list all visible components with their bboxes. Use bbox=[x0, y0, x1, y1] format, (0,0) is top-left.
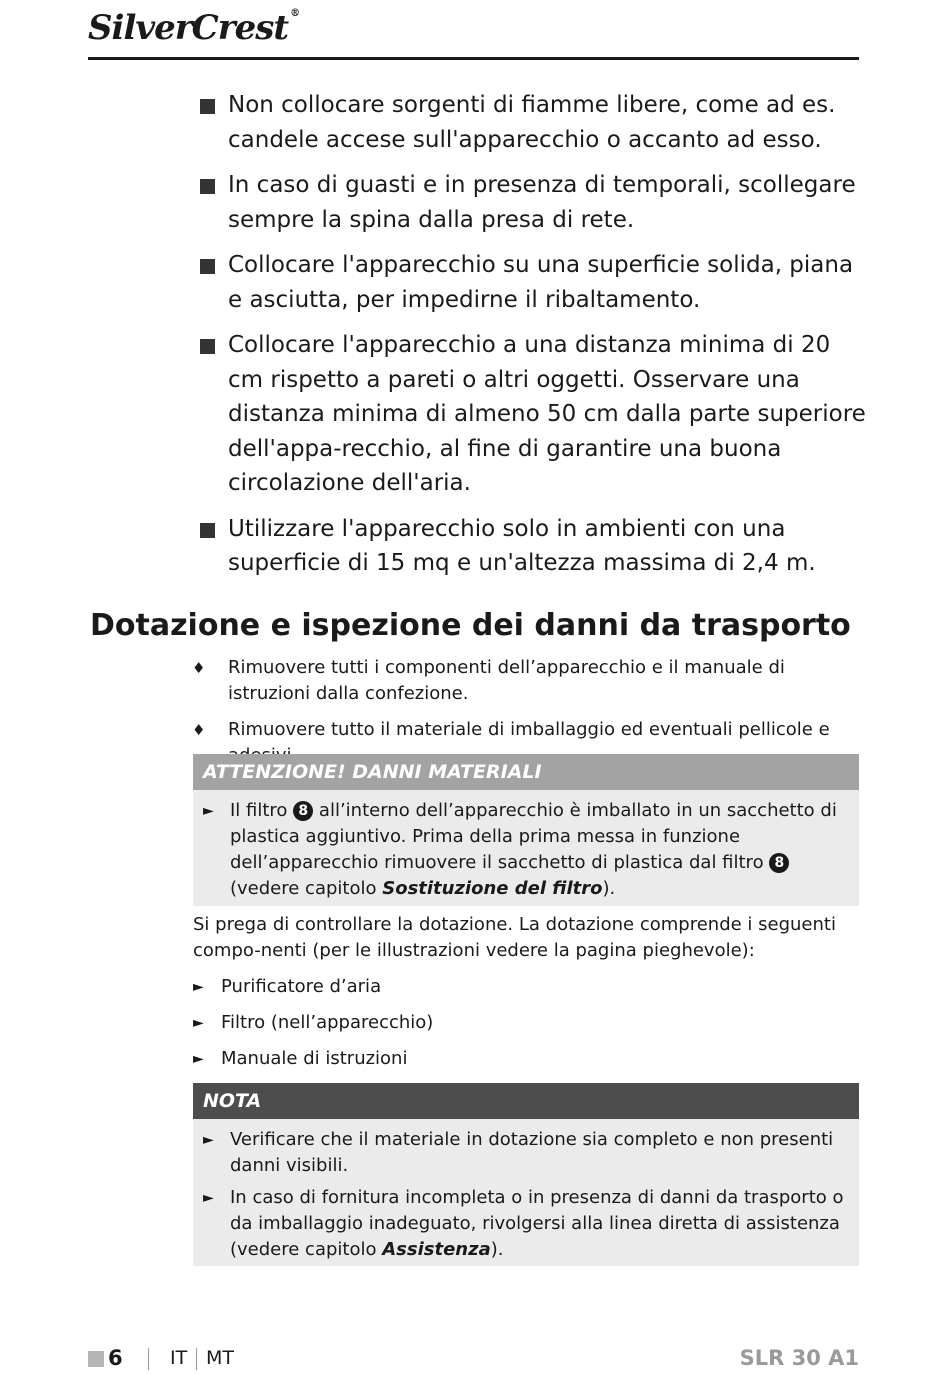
square-bullet-icon bbox=[200, 179, 215, 194]
arrow-bullet-icon: ► bbox=[193, 979, 204, 995]
list-item: ► Filtro (nell’apparecchio) bbox=[193, 1010, 859, 1036]
contents-list bbox=[193, 974, 859, 1082]
note-item: ► In caso di fornitura incompleta o in presenza di danni da trasporto o da imballaggio inadeguato, rivolgersi alla linea diretta di assistenza (vedere capitolo Assistenza). bbox=[203, 1187, 844, 1260]
warning-box bbox=[193, 754, 859, 906]
divider bbox=[196, 1348, 197, 1370]
divider bbox=[148, 1348, 149, 1370]
arrow-bullet-icon: ► bbox=[193, 1051, 204, 1067]
square-bullet-icon bbox=[200, 339, 215, 354]
model-number: SLR 30 A1 bbox=[739, 1346, 859, 1370]
language-code: MT bbox=[206, 1347, 234, 1369]
list-item: ► Manuale di istruzioni bbox=[193, 1046, 859, 1072]
warning-title: ATTENZIONE! DANNI MATERIALI bbox=[193, 754, 859, 790]
square-bullet-icon bbox=[200, 523, 215, 538]
diamond-bullet-icon: ♦ bbox=[192, 659, 206, 677]
list-item: In caso di guasti e in presenza di temporali, scollegare sempre la spina dalla presa di rete. bbox=[198, 168, 866, 237]
list-item: ♦ Rimuovere tutto il materiale di imballaggio ed eventuali pellicole e bbox=[192, 717, 860, 769]
note-item: ► Verificare che il materiale in dotazione sia completo e non presenti danni visibili. bbox=[203, 1129, 834, 1176]
page-number: 6 bbox=[108, 1346, 123, 1370]
note-box bbox=[193, 1083, 859, 1266]
part-number-badge: 8 bbox=[769, 853, 789, 873]
list-item: Utilizzare l'apparecchio solo in ambienti con una superficie di 15 mq e un'altezza massima di 2,4 m. bbox=[198, 512, 866, 581]
section-title: Dotazione e ispezione dei danni da trasporto bbox=[90, 608, 851, 643]
square-bullet-icon bbox=[200, 99, 215, 114]
safety-list bbox=[198, 88, 866, 592]
arrow-bullet-icon: ► bbox=[203, 1132, 214, 1148]
note-title: NOTA bbox=[193, 1083, 859, 1119]
square-bullet-icon bbox=[200, 259, 215, 274]
language-code: IT bbox=[170, 1347, 188, 1369]
contents-intro: Si prega di controllare la dotazione. La dotazione comprende i seguenti compo-nenti (per le illustrazioni vedere la pagina pieghevole): bbox=[193, 914, 836, 961]
chapter-reference: Assistenza bbox=[382, 1239, 491, 1260]
list-item: Collocare l'apparecchio a una distanza minima di 20 cm rispetto a pareti o altri oggetti. Osservare una distanza minima di almeno 50 cm dalla parte superiore dell'appa-recchio, al fine di garantire una buona circolazione dell'aria. bbox=[198, 328, 866, 501]
page-footer bbox=[88, 1346, 859, 1374]
header-rule bbox=[88, 57, 859, 60]
list-item: ♦ Rimuovere tutti i componenti dell’apparecchio e il manuale di istruzioni dalla confezione. bbox=[192, 657, 785, 704]
arrow-bullet-icon: ► bbox=[203, 1190, 214, 1206]
chapter-reference: Sostituzione del filtro bbox=[382, 878, 603, 899]
square-marker-icon bbox=[88, 1351, 104, 1367]
list-item: Non collocare sorgenti di fiamme libere, come ad es. candele accese sull'apparecchio o accanto ad esso. bbox=[198, 88, 866, 157]
list-item: ► Purificatore d’aria bbox=[193, 974, 859, 1000]
arrow-bullet-icon: ► bbox=[193, 1015, 204, 1031]
arrow-bullet-icon: ► bbox=[203, 803, 214, 819]
brand-logo: SilverCrest ® bbox=[88, 8, 300, 48]
diamond-bullet-icon: ♦ bbox=[192, 721, 206, 739]
part-number-badge: 8 bbox=[293, 801, 313, 821]
list-item: Collocare l'apparecchio su una superficie solida, piana e asciutta, per impedirne il ribaltamento. bbox=[198, 248, 866, 317]
warning-item: ► Il filtro 8 all’interno dell’apparecchio è imballato in un sacchetto di plastica aggiuntivo. Prima della prima messa in funzione dell’apparecchio rimuovere il sacchetto di plastica dal filtro 8 (vedere capitolo Sostituzione del filtro). bbox=[203, 800, 837, 899]
